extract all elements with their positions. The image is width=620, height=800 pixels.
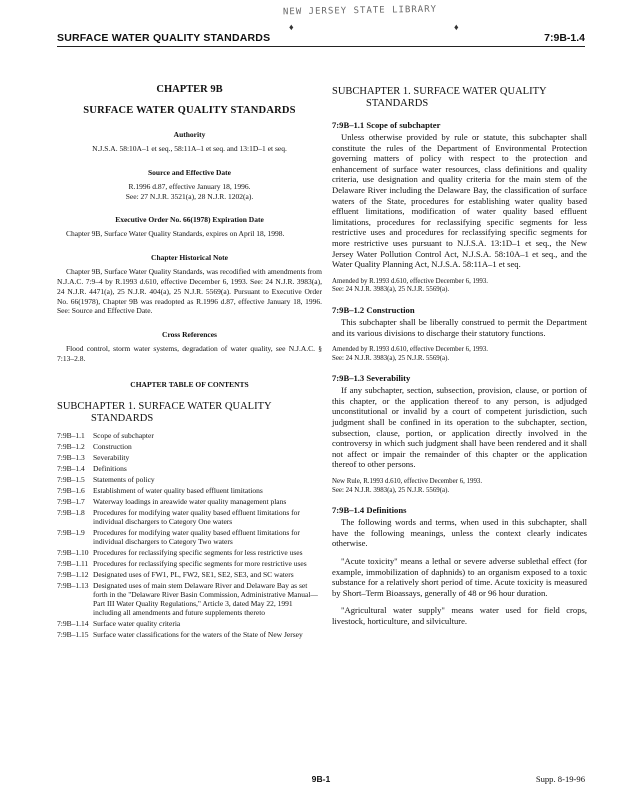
toc-entry-number: 7:9B–1.14	[57, 618, 89, 628]
amend-line: Amended by R.1993 d.610, effective December 6, 1993.	[332, 346, 489, 354]
running-header-section: 7:9B-1.4	[544, 32, 585, 44]
section-heading-1-4: 7:9B–1.4 Definitions	[332, 505, 407, 516]
amend-line: Amended by R.1993 d.610, effective December 6, 1993.	[332, 277, 489, 285]
right-column	[332, 68, 587, 627]
table-of-contents	[57, 431, 322, 639]
toc-entry[interactable]	[57, 508, 322, 526]
library-stamp: NEW JERSEY STATE LIBRARY	[282, 4, 438, 18]
toc-entry-title: Procedures for reclassifying specific segments for more restrictive uses	[93, 558, 307, 568]
chapter-title: SURFACE WATER QUALITY STANDARDS	[83, 105, 296, 116]
subchapter-line-2: STANDARDS	[366, 98, 429, 109]
toc-entry-title: Surface water classifications for the waters of the State of New Jersey	[93, 629, 303, 639]
source-heading: Source and Effective Date	[148, 167, 231, 177]
toc-entry[interactable]	[57, 619, 322, 628]
toc-entry-title: Statements of policy	[93, 474, 155, 484]
toc-entry-number: 7:9B–1.7	[57, 496, 85, 506]
toc-entry-number: 7:9B–1.11	[57, 558, 89, 568]
toc-entry-title: Severability	[93, 452, 130, 462]
source-line-2: See: 27 N.J.R. 3521(a), 28 N.J.R. 1202(a).	[125, 191, 254, 201]
amend-line: New Rule, R.1993 d.610, effective December 6, 1993.	[332, 478, 483, 486]
running-header-title: SURFACE WATER QUALITY STANDARDS	[57, 32, 271, 44]
toc-entry-number: 7:9B–1.2	[57, 441, 85, 451]
definition-acute-toxicity: "Acute toxicity" means a lethal or severe adverse sublethal effect (for example, immobilization of daphnids) to an organism exposed to a toxic substance for a relatively short period of time. Acute toxicity is measured by Short–Term Bioassays, generally of 48 or 96 hour duration.	[332, 556, 587, 598]
toc-subchapter-line-2: STANDARDS	[91, 412, 154, 424]
section-text-1-2: This subchapter shall be liberally construed to permit the Department and its various divisions to discharge their statutory functions.	[332, 316, 587, 338]
toc-subchapter-line-1: SUBCHAPTER 1. SURFACE WATER QUALITY	[57, 400, 272, 412]
toc-entry-number: 7:9B–1.4	[57, 463, 85, 473]
toc-entry-number: 7:9B–1.8	[57, 507, 85, 517]
toc-entry-title: Definitions	[93, 463, 127, 473]
toc-entry-title: Establishment of water quality based effluent limitations	[93, 485, 263, 495]
toc-subchapter-title	[57, 401, 322, 425]
amend-line: See: 24 N.J.R. 3983(a), 25 N.J.R. 5569(a).	[332, 486, 450, 494]
authority-text: N.J.S.A. 58:10A–1 et seq., 58:11A–1 et seq. and 13:1D–1 et seq.	[92, 144, 287, 153]
toc-entry[interactable]	[57, 475, 322, 484]
historical-note-heading: Chapter Historical Note	[151, 253, 228, 263]
toc-entry[interactable]	[57, 630, 322, 639]
toc-entry-title: Surface water quality criteria	[93, 618, 181, 628]
chapter-number: CHAPTER 9B	[156, 84, 223, 95]
toc-entry-title: Designated uses of main stem Delaware River and Delaware Bay as set forth in the "Delaware River Basin Commission, Administrative Manual—Part III Water Quality Regulations," Article 3, dated May 22, 1991 including all amendments and future supplements thereto	[93, 580, 318, 617]
historical-note-text: Chapter 9B, Surface Water Quality Standards, was recodified with amendments from N.J.A.C. 7:9–4 by R.1993 d.610, effective December 6, 1993. See: 24 N.J.R. 3983(a), 24 N.J.R. 4471(a), 25 N.J.R. 404(a), 25 N.J.R. 5569(a). Pursuant to Executive Order No. 66(1978), Chapter 9B was readopted as R.1996 d.87, effective January 18, 1996. See: Source and Effective Date.	[57, 267, 322, 316]
toc-entry-number: 7:9B–1.13	[57, 580, 89, 590]
toc-entry-title: Waterway loadings in areawide water quality management plans	[93, 496, 287, 506]
toc-entry[interactable]	[57, 453, 322, 462]
toc-entry[interactable]	[57, 497, 322, 506]
toc-entry[interactable]	[57, 581, 322, 617]
toc-entry-number: 7:9B–1.6	[57, 485, 85, 495]
cross-references-heading: Cross References	[162, 330, 217, 340]
page-footer	[57, 774, 585, 786]
section-text-1-4: The following words and terms, when used in this subchapter, shall have the following meanings, unless the context clearly indicates otherwise.	[332, 517, 587, 549]
toc-entry-number: 7:9B–1.12	[57, 569, 89, 579]
source-line-1: R.1996 d.87, effective January 18, 1996.	[128, 181, 251, 191]
toc-entry[interactable]	[57, 431, 322, 440]
subchapter-line-1: SUBCHAPTER 1. SURFACE WATER QUALITY	[332, 86, 547, 97]
toc-entry-title: Scope of subchapter	[93, 430, 154, 440]
toc-entry[interactable]	[57, 559, 322, 568]
supplement-date: Supp. 8-19-96	[535, 774, 585, 784]
toc-entry-title: Construction	[93, 441, 132, 451]
left-column	[57, 68, 322, 641]
toc-entry-title: Designated uses of FW1, PL, FW2, SE1, SE2, SE3, and SC waters	[93, 569, 294, 579]
section-text-1-3: If any subchapter, section, subsection, provision, clause, or portion of this chapter, or the application thereof to any person, is adjudged unconstitutional or invalid by a court of competent jurisdiction, such judgment shall be confined in its operation to the subchapter, section, subsection, clause, portion, or application directly involved in the controversy in which such judgment shall have been rendered and it shall not affect or impair the remainder of this chapter or the application thereof to other persons.	[332, 385, 587, 470]
toc-entry-title: Procedures for modifying water quality based effluent limitations for individual dischargers to Category Two waters	[93, 527, 300, 546]
toc-entry[interactable]	[57, 442, 322, 451]
toc-entry-title: Procedures for reclassifying specific segments for less restrictive uses	[93, 547, 303, 557]
amend-line: See: 24 N.J.R. 3983(a), 25 N.J.R. 5569(a).	[332, 354, 450, 362]
toc-entry[interactable]	[57, 464, 322, 473]
subchapter-title	[332, 86, 587, 110]
amend-line: See: 24 N.J.R. 3983(a), 25 N.J.R. 5569(a).	[332, 286, 450, 294]
toc-entry-number: 7:9B–1.5	[57, 474, 85, 484]
authority-heading: Authority	[173, 130, 206, 139]
page-number: 9B-1	[311, 774, 331, 784]
stamp-mark-right: ♦	[454, 22, 459, 32]
section-amend-1-2	[332, 346, 587, 363]
section-heading-1-3: 7:9B–1.3 Severability	[332, 373, 411, 384]
toc-entry[interactable]	[57, 528, 322, 546]
toc-entry-number: 7:9B–1.10	[57, 547, 89, 557]
definition-agricultural-water-supply: "Agricultural water supply" means water used for field crops, livestock, horticulture, and silviculture.	[332, 605, 587, 626]
toc-entry-number: 7:9B–1.15	[57, 629, 89, 639]
toc-entry-title: Procedures for modifying water quality based effluent limitations for individual dischargers to Category One waters	[93, 507, 300, 526]
toc-entry[interactable]	[57, 570, 322, 579]
toc-entry-number: 7:9B–1.3	[57, 452, 85, 462]
section-heading-1-1: 7:9B–1.1 Scope of subchapter	[332, 120, 441, 130]
section-amend-1-3	[332, 478, 587, 495]
exec-order-heading: Executive Order No. 66(1978) Expiration Date	[115, 215, 264, 225]
cross-references-text: Flood control, storm water systems, degradation of water quality, see N.J.A.C. § 7:13–2.8.	[57, 344, 322, 363]
toc-entry-number: 7:9B–1.1	[57, 430, 85, 440]
stamp-mark-left: ♦	[289, 22, 294, 32]
toc-entry[interactable]	[57, 548, 322, 557]
section-heading-1-2: 7:9B–1.2 Construction	[332, 304, 415, 315]
exec-order-text: Chapter 9B, Surface Water Quality Standards, expires on April 18, 1998.	[66, 229, 285, 239]
toc-title: CHAPTER TABLE OF CONTENTS	[130, 379, 249, 389]
section-text-1-1: Unless otherwise provided by rule or statute, this subchapter shall constitute the rules of the Department of Environmental Protection governing matters of policy with respect to the protection and enhancement of surface water resources, class definitions and quality criteria, use designation and quality criteria for the main stem of the Delaware River including the Delaware Bay, the classification of surface waters of the State, procedures for establishing water quality based effluent limitations, modification of water quality based effluent limitations, procedures for reclassifying specific segments for less restrictive uses and procedures for reclassifying specific segments for more restrictive uses pursuant to N.J.S.A. 13:1D–1 et seq., the New Jersey Water Pollution Control Act, N.J.S.A. 58:10A–1 et seq., and the Water Quality Planning Act, N.J.S.A. 58:11A–1 et seq.	[332, 132, 587, 270]
toc-entry-number: 7:9B–1.9	[57, 527, 85, 537]
running-header	[57, 30, 585, 47]
toc-entry[interactable]	[57, 486, 322, 495]
section-amend-1-1	[332, 278, 587, 295]
